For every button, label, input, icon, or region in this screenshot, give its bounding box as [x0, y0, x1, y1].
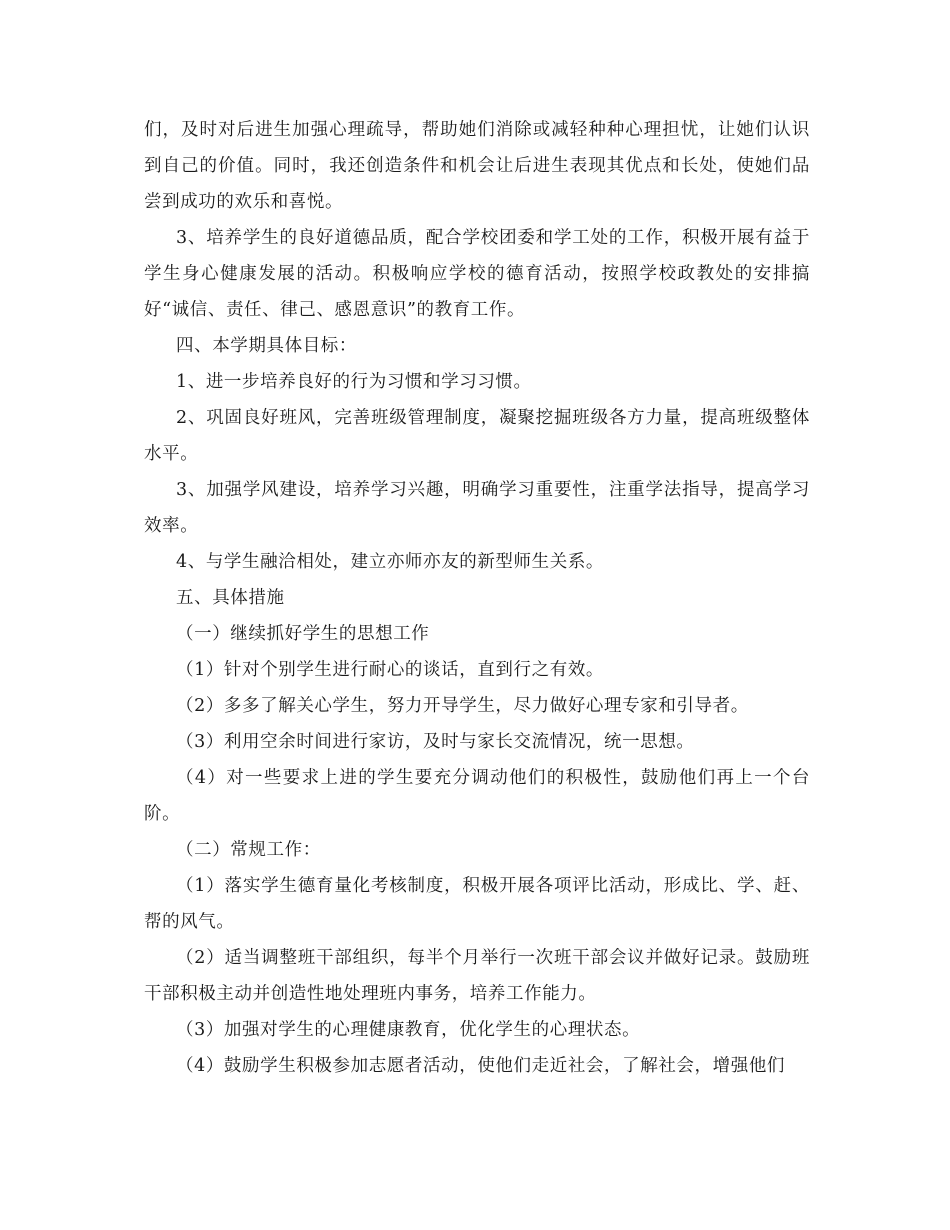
- list-item: （4）鼓励学生积极参加志愿者活动，使他们走近社会，了解社会，增强他们: [176, 1056, 786, 1076]
- paragraph: 3、加强学风建设，培养学习兴趣，明确学习重要性，注重学法指导，提高学习效率。: [144, 480, 810, 536]
- list-item: （3）利用空余时间进行家访，及时与家长交流情况，统一思想。: [176, 732, 695, 752]
- paragraph: 4、与学生融洽相处，建立亦师亦友的新型师生关系。: [176, 552, 605, 572]
- list-item: （1）针对个别学生进行耐心的谈话，直到行之有效。: [176, 660, 605, 680]
- paragraph: 3、培养学生的良好道德品质，配合学校团委和学工处的工作，积极开展有益于学生身心健康发展的活动。积极响应学校的德育活动，按照学校政教处的安排搞好“诚信、责任、律己、感恩意识”的教育工作。: [144, 228, 810, 320]
- document-body: [144, 112, 810, 1084]
- subsection-heading: （一）继续抓好学生的思想工作: [176, 624, 430, 644]
- paragraph: 1、进一步培养良好的行为习惯和学习习惯。: [176, 372, 532, 392]
- list-item: （3）加强对学生的心理健康教育，优化学生的心理状态。: [176, 1020, 641, 1040]
- subsection-heading: （二）常规工作：: [176, 840, 321, 860]
- paragraph: 们，及时对后进生加强心理疏导，帮助她们消除或减轻种种心理担忧，让她们认识到自己的价值。同时，我还创造条件和机会让后进生表现其优点和长处，使她们品尝到成功的欢乐和喜悦。: [144, 120, 810, 212]
- list-item: （1）落实学生德育量化考核制度，积极开展各项评比活动，形成比、学、赶、帮的风气。: [144, 876, 810, 932]
- list-item: （2）多多了解关心学生，努力开导学生，尽力做好心理专家和引导者。: [176, 696, 749, 716]
- paragraph: 2、巩固良好班风，完善班级管理制度，凝聚挖掘班级各方力量，提高班级整体水平。: [144, 408, 810, 464]
- section-heading: 四、本学期具体目标：: [176, 336, 357, 356]
- list-item: （2）适当调整班干部组织，每半个月举行一次班干部会议并做好记录。鼓励班干部积极主动并创造性地处理班内事务，培养工作能力。: [144, 948, 810, 1004]
- list-item: （4）对一些要求上进的学生要充分调动他们的积极性，鼓励他们再上一个台阶。: [144, 768, 810, 824]
- section-heading: 五、具体措施: [176, 588, 285, 608]
